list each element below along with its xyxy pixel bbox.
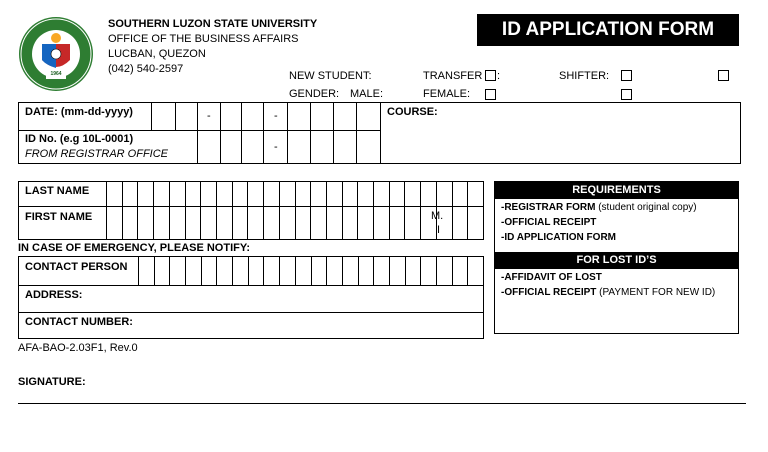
emergency-table: [18, 256, 484, 339]
id-label: ID No. (e.g 10L-0001): [25, 133, 134, 145]
new-student-label: NEW STUDENT:: [289, 70, 372, 82]
transfer-colon: :: [497, 70, 501, 82]
name-table: [18, 181, 484, 240]
university-name: SOUTHERN LUZON STATE UNIVERSITY: [108, 18, 318, 30]
shifter-label: SHIFTER:: [559, 70, 610, 82]
lost-id-list: [495, 269, 738, 300]
transfer-label: TRANSFER: [423, 70, 483, 82]
gender-label: GENDER:: [289, 88, 340, 100]
shifter-checkbox[interactable]: [621, 70, 632, 81]
list-item: -AFFIDAVIT OF LOST: [501, 272, 602, 283]
id-dash: -: [274, 141, 278, 153]
date-id-table: [18, 102, 741, 164]
first-name-label: FIRST NAME: [25, 211, 93, 223]
first-name-input[interactable]: [106, 207, 416, 239]
course-label: COURSE:: [387, 106, 438, 118]
contact-person-label: CONTACT PERSON: [25, 261, 128, 273]
last-name-input[interactable]: [106, 182, 483, 206]
university-logo: [18, 16, 94, 92]
list-item: -OFFICIAL RECEIPT: [501, 217, 597, 228]
contact-number-input[interactable]: [149, 313, 483, 338]
date-dash-2: -: [274, 110, 278, 122]
date-label: DATE: (mm-dd-yyyy): [25, 106, 133, 118]
phone-number: (042) 540-2597: [108, 63, 184, 75]
new-student-checkbox[interactable]: [718, 70, 729, 81]
requirements-title: REQUIREMENTS: [495, 182, 738, 199]
middle-initial-input[interactable]: [460, 207, 483, 239]
female-checkbox[interactable]: [485, 89, 496, 100]
address-label: ADDRESS:: [25, 289, 83, 301]
id-input[interactable]: [197, 130, 381, 163]
mi-label-top: M.: [431, 210, 444, 222]
course-input[interactable]: [381, 103, 740, 163]
office-name: OFFICE OF THE BUSINESS AFFAIRS: [108, 33, 299, 45]
mi-label-bottom: I: [437, 224, 441, 236]
contact-number-label: CONTACT NUMBER:: [25, 316, 133, 328]
list-item: -REGISTRAR FORM (student original copy): [501, 202, 697, 213]
address-input[interactable]: [99, 286, 483, 312]
male-checkbox[interactable]: [621, 89, 632, 100]
emergency-title: IN CASE OF EMERGENCY, PLEASE NOTIFY:: [18, 242, 251, 254]
date-input[interactable]: [151, 103, 381, 130]
signature-line[interactable]: [18, 403, 746, 404]
form-title: ID APPLICATION FORM: [477, 14, 739, 46]
form-code: AFA-BAO-2.03F1, Rev.0: [18, 342, 138, 354]
last-name-label: LAST NAME: [25, 185, 90, 197]
signature-label: SIGNATURE:: [18, 376, 86, 388]
id-sublabel: FROM REGISTRAR OFFICE: [25, 148, 168, 160]
requirements-list: [495, 199, 738, 245]
contact-person-input[interactable]: [138, 257, 483, 285]
male-label: MALE:: [350, 88, 384, 100]
seal-icon: [18, 16, 94, 92]
list-item: -OFFICIAL RECEIPT (PAYMENT FOR NEW ID): [501, 287, 716, 298]
list-item: -ID APPLICATION FORM: [501, 232, 616, 243]
requirements-box: [494, 181, 739, 334]
logo-year: 1964: [50, 71, 62, 77]
female-label: FEMALE:: [423, 88, 471, 100]
lost-id-title: FOR LOST ID’S: [495, 252, 738, 269]
date-dash-1: -: [207, 110, 211, 122]
location: LUCBAN, QUEZON: [108, 48, 206, 60]
transfer-checkbox[interactable]: [485, 70, 496, 81]
